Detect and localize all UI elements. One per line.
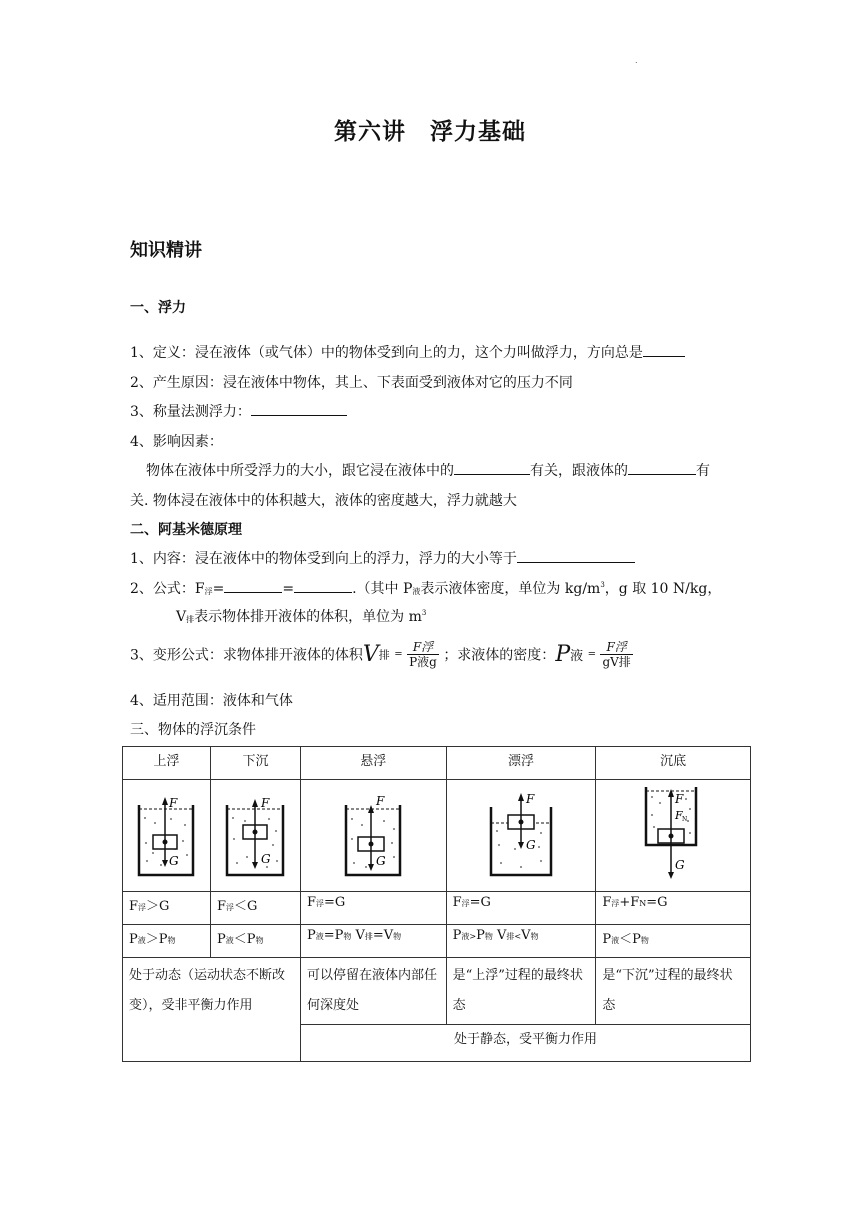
section-heading: 知识精讲 [130, 240, 202, 261]
header-bottom: 沉底 [596, 747, 751, 780]
header-dot: . [635, 56, 638, 65]
label-F: F [169, 796, 178, 810]
label-F: F [376, 794, 385, 808]
floating-heading: 三、物体的浮沉条件 [130, 722, 256, 738]
factors-line: 4、影响因素： [130, 434, 223, 450]
formula-line: 2、公式：F浮= = .（其中 P液表示液体密度，单位为 $kg/m^3$，g 取 10 N/kg， [130, 578, 721, 598]
label-G: G [169, 854, 180, 868]
label-G: G [675, 858, 685, 872]
state-bottom: 是“下沉”过程的最终状态 [596, 958, 751, 1025]
heading-buoyancy: 一、浮力 [130, 300, 186, 316]
cond-float: F浮=G [446, 892, 596, 925]
label-G: G [525, 838, 536, 852]
label-F: F [525, 792, 535, 806]
cause-line: 2、产生原因：浸在液体中物体，其上、下表面受到液体对它的压力不同 [130, 375, 573, 391]
state-rise-sink: 处于动态（运动状态不断改变），受非平衡力作用 [123, 958, 301, 1062]
float-sink-table [122, 746, 751, 1062]
diagram-bottom [596, 780, 751, 892]
label-F: F [675, 792, 684, 806]
scope-line: 4、适用范围：液体和气体 [130, 693, 293, 709]
def-line: 1、定义：浸在液体（或气体）中的物体受到向上的力，这个力叫做浮力，方向总是 [130, 342, 685, 362]
factors-conclusion: 关. 物体浸在液体中的体积越大，液体的密度越大，浮力就越大 [130, 493, 517, 509]
volume-note: V排表示物体排开液体的体积，单位为 $m^3$ [176, 609, 427, 625]
density-suspend: P液=P物 V排=V物 [300, 925, 446, 958]
density-sink: P液＜P物 [210, 925, 300, 958]
diagram-rise [123, 780, 211, 892]
cond-sink: F浮＜G [210, 892, 300, 925]
header-float: 漂浮 [446, 747, 596, 780]
header-sink: 下沉 [210, 747, 300, 780]
state-static: 处于静态，受平衡力作用 [300, 1025, 750, 1062]
label-G: G [376, 854, 386, 868]
transform-formula: 3、变形公式：求物体排开液体的体积V排 = $\frac{\text{F浮}}{\text{P液g}}$ ；求液体的密度：P液 = $\frac{\text{F浮}}{\text{gV排}}$ [130, 640, 631, 669]
diagram-float [446, 780, 596, 892]
factors-detail: 物体在液体中所受浮力的大小，跟它浸在液体中的 有关，跟液体的 有 [146, 460, 710, 480]
diagram-suspend [300, 780, 446, 892]
header-rise: 上浮 [123, 747, 211, 780]
density-rise: P液＞P物 [123, 925, 211, 958]
header-suspend: 悬浮 [300, 747, 446, 780]
page-title: 第六讲 浮力基础 [334, 119, 526, 145]
cond-bottom: F浮+FN=G [596, 892, 751, 925]
state-float: 是“上浮”过程的最终状态 [446, 958, 596, 1025]
cond-rise: F浮＞G [123, 892, 211, 925]
label-FN: F [675, 809, 683, 822]
density-bottom: P液＜P物 [596, 925, 751, 958]
heading-archimedes: 二、阿基米德原理 [130, 522, 242, 538]
weigh-line: 3、称量法测浮力： [130, 401, 347, 421]
cond-suspend: F浮=G [300, 892, 446, 925]
density-float: P液>P物 V排<V物 [446, 925, 596, 958]
diagram-sink [210, 780, 300, 892]
content-line: 1、内容：浸在液体中的物体受到向上的浮力，浮力的大小等于 [130, 548, 635, 568]
label-N: N [682, 816, 688, 823]
label-G: G [261, 852, 272, 866]
label-F: F [261, 796, 270, 810]
state-suspend: 可以停留在液体内部任何深度处 [300, 958, 446, 1025]
